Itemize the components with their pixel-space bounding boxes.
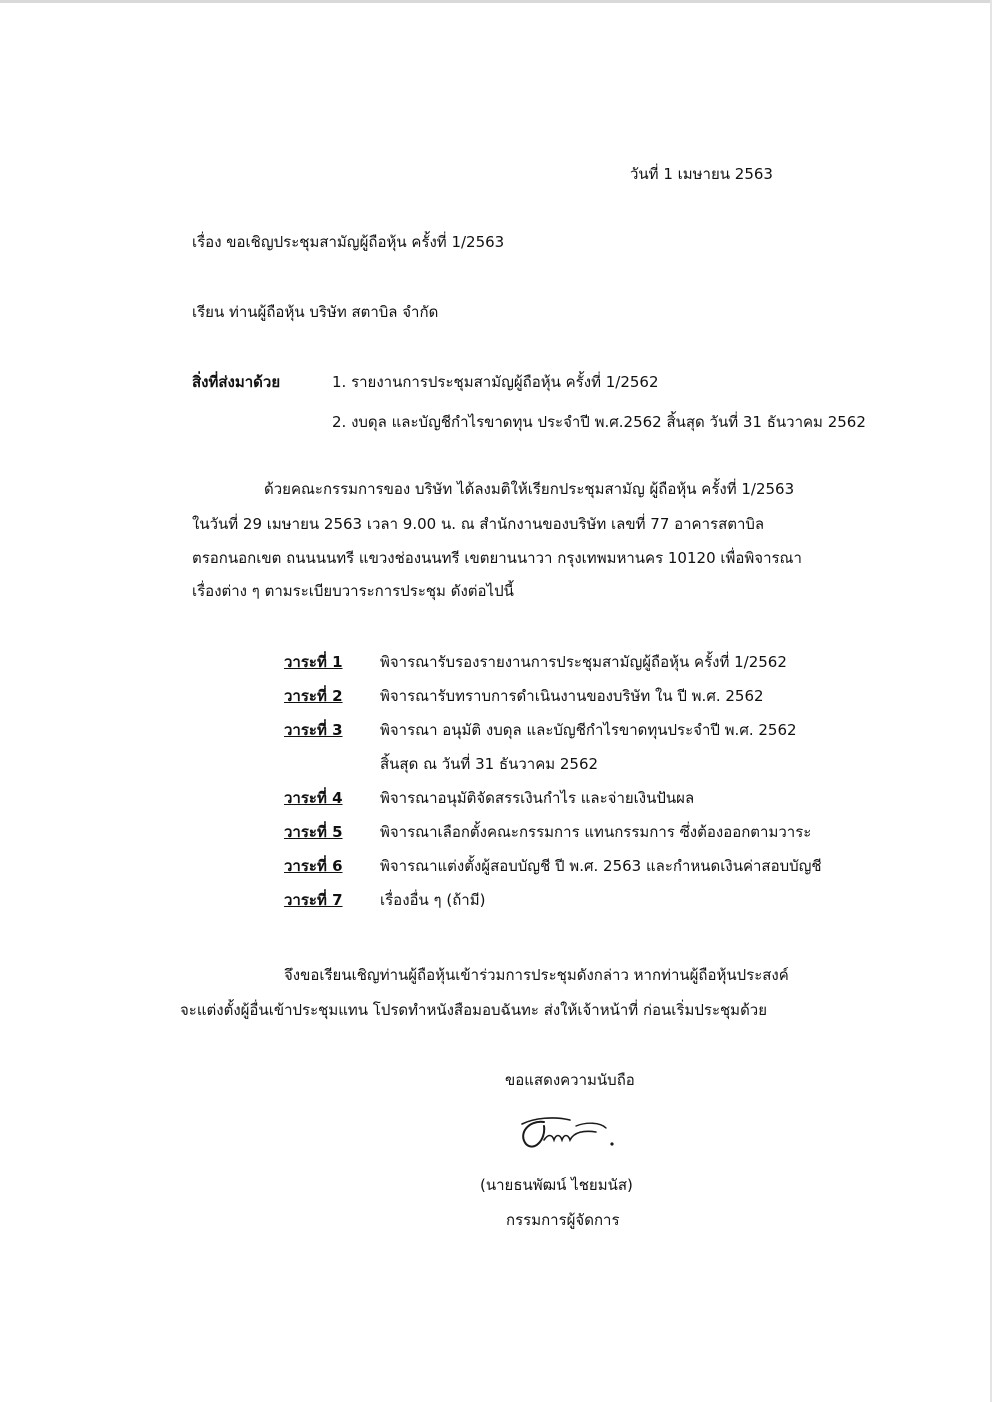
- agenda-text: พิจารณารับทราบการดำเนินงานของบริษัท ใน ปี พ.ศ. 2562: [380, 687, 764, 705]
- body-line: ในวันที่ 29 เมษายน 2563 เวลา 9.00 น. ณ สำนักงานของบริษัท เลขที่ 77 อาคารสตาบิล: [192, 515, 765, 533]
- agenda-label: วาระที่ 1: [284, 653, 343, 671]
- agenda-label: วาระที่ 2: [284, 687, 343, 705]
- signature-image: [514, 1110, 624, 1158]
- agenda-item: [284, 684, 822, 718]
- agenda-text: พิจารณาแต่งตั้งผู้สอบบัญชี ปี พ.ศ. 2563 และกำหนดเงินค่าสอบบัญชี: [380, 857, 822, 875]
- agenda-item: [284, 650, 822, 684]
- regards-text: ขอแสดงความนับถือ: [505, 1071, 635, 1089]
- enclosure-item: 1. รายงานการประชุมสามัญผู้ถือหุ้น ครั้งที่ 1/2562: [332, 373, 659, 391]
- agenda-item: [284, 786, 822, 820]
- agenda-item: [284, 820, 822, 854]
- agenda-label: วาระที่ 3: [284, 721, 343, 739]
- agenda-label: วาระที่ 4: [284, 789, 343, 807]
- signer-name: (นายธนพัฒน์ ไชยมนัส): [480, 1176, 633, 1194]
- agenda-label: วาระที่ 6: [284, 857, 343, 875]
- body-line: เรื่องต่าง ๆ ตามระเบียบวาระการประชุม ดังต่อไปนี้: [192, 582, 514, 600]
- enclosures-label: สิ่งที่ส่งมาด้วย: [192, 373, 281, 391]
- closing-line: จึงขอเรียนเชิญท่านผู้ถือหุ้นเข้าร่วมการประชุมดังกล่าว หากท่านผู้ถือหุ้นประสงค์: [284, 966, 789, 984]
- agenda-text: พิจารณารับรองรายงานการประชุมสามัญผู้ถือหุ้น ครั้งที่ 1/2562: [380, 653, 787, 671]
- agenda-item: [284, 718, 822, 752]
- agenda-text: เรื่องอื่น ๆ (ถ้ามี): [380, 891, 486, 909]
- agenda-label: วาระที่ 5: [284, 823, 343, 841]
- agenda-text: พิจารณาอนุมัติจัดสรรเงินกำไร และจ่ายเงินปันผล: [380, 789, 695, 807]
- agenda-list: [284, 650, 822, 922]
- agenda-text: พิจารณาเลือกตั้งคณะกรรมการ แทนกรรมการ ซึ่งต้องออกตามวาระ: [380, 823, 812, 841]
- letter-recipient: เรียน ท่านผู้ถือหุ้น บริษัท สตาบิล จำกัด: [192, 303, 439, 321]
- agenda-text-continued: สิ้นสุด ณ วันที่ 31 ธันวาคม 2562: [380, 755, 599, 773]
- agenda-label: วาระที่ 7: [284, 891, 343, 909]
- signer-position: กรรมการผู้จัดการ: [506, 1211, 620, 1229]
- letter-subject: เรื่อง ขอเชิญประชุมสามัญผู้ถือหุ้น ครั้งที่ 1/2563: [192, 233, 505, 251]
- body-line: ด้วยคณะกรรมการของ บริษัท ได้ลงมติให้เรียกประชุมสามัญ ผู้ถือหุ้น ครั้งที่ 1/2563: [264, 480, 795, 498]
- scan-edge-top: [0, 0, 992, 3]
- agenda-item: [284, 854, 822, 888]
- agenda-text: พิจารณา อนุมัติ งบดุล และบัญชีกำไรขาดทุนประจำปี พ.ศ. 2562: [380, 721, 797, 739]
- agenda-item: [284, 888, 822, 922]
- closing-line: จะแต่งตั้งผู้อื่นเข้าประชุมแทน โปรดทำหนังสือมอบฉันทะ ส่งให้เจ้าหน้าที่ ก่อนเริ่มประชุมด้วย: [180, 1001, 768, 1019]
- body-line: ตรอกนอกเขต ถนนนนทรี แขวงช่องนนทรี เขตยานนาวา กรุงเทพมหานคร 10120 เพื่อพิจารณา: [192, 549, 802, 567]
- letter-date: วันที่ 1 เมษายน 2563: [630, 165, 773, 183]
- enclosure-item: 2. งบดุล และบัญชีกำไรขาดทุน ประจำปี พ.ศ.2562 สิ้นสุด วันที่ 31 ธันวาคม 2562: [332, 413, 866, 431]
